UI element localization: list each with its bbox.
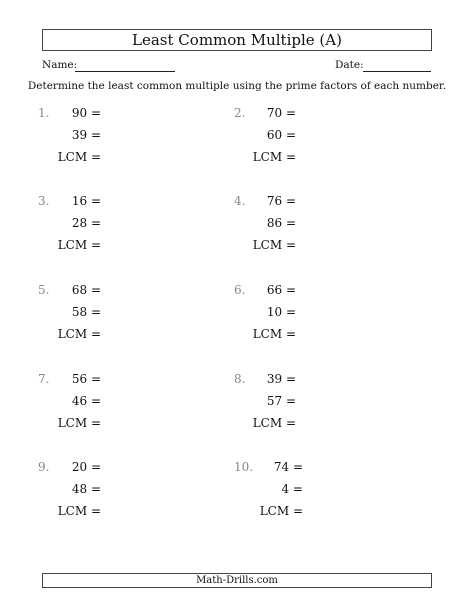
factor-row: 39 = [266,372,296,386]
problem-number: 9. [38,460,50,474]
lcm-label: LCM = [57,504,101,518]
problem-number: 4. [234,194,246,208]
name-line [75,71,175,72]
factor-row: 70 = [266,106,296,120]
lcm-label: LCM = [252,150,296,164]
factor-row: 76 = [266,194,296,208]
lcm-label: LCM = [259,504,303,518]
factor-row: 90 = [71,106,101,120]
factor-row: 39 = [71,128,101,142]
factor-row: 57 = [266,394,296,408]
lcm-label: LCM = [57,327,101,341]
factor-row: 66 = [266,283,296,297]
worksheet-title: Least Common Multiple (A) [42,29,432,51]
problem-number: 5. [38,283,50,297]
problem-number: 8. [234,372,246,386]
factor-row: 74 = [273,460,303,474]
lcm-label: LCM = [57,416,101,430]
factor-row: 10 = [266,305,296,319]
factor-row: 86 = [266,216,296,230]
lcm-label: LCM = [252,238,296,252]
lcm-label: LCM = [252,416,296,430]
problem-number: 10. [234,460,254,474]
factor-row: 20 = [71,460,101,474]
factor-row: 60 = [266,128,296,142]
problem-number: 2. [234,106,246,120]
date-line [363,71,431,72]
date-label: Date: [335,59,364,71]
factor-row: 16 = [71,194,101,208]
name-label: Name: [42,59,78,71]
instructions: Determine the least common multiple using the prime factors of each number. [27,80,447,92]
problem-number: 3. [38,194,50,208]
factor-row: 68 = [71,283,101,297]
factor-row: 46 = [71,394,101,408]
problem-number: 1. [38,106,50,120]
factor-row: 48 = [71,482,101,496]
problem-number: 7. [38,372,50,386]
factor-row: 4 = [281,482,303,496]
problem-number: 6. [234,283,246,297]
factor-row: 56 = [71,372,101,386]
footer-credit: Math-Drills.com [42,573,432,588]
lcm-label: LCM = [252,327,296,341]
lcm-label: LCM = [57,150,101,164]
factor-row: 58 = [71,305,101,319]
lcm-label: LCM = [57,238,101,252]
factor-row: 28 = [71,216,101,230]
